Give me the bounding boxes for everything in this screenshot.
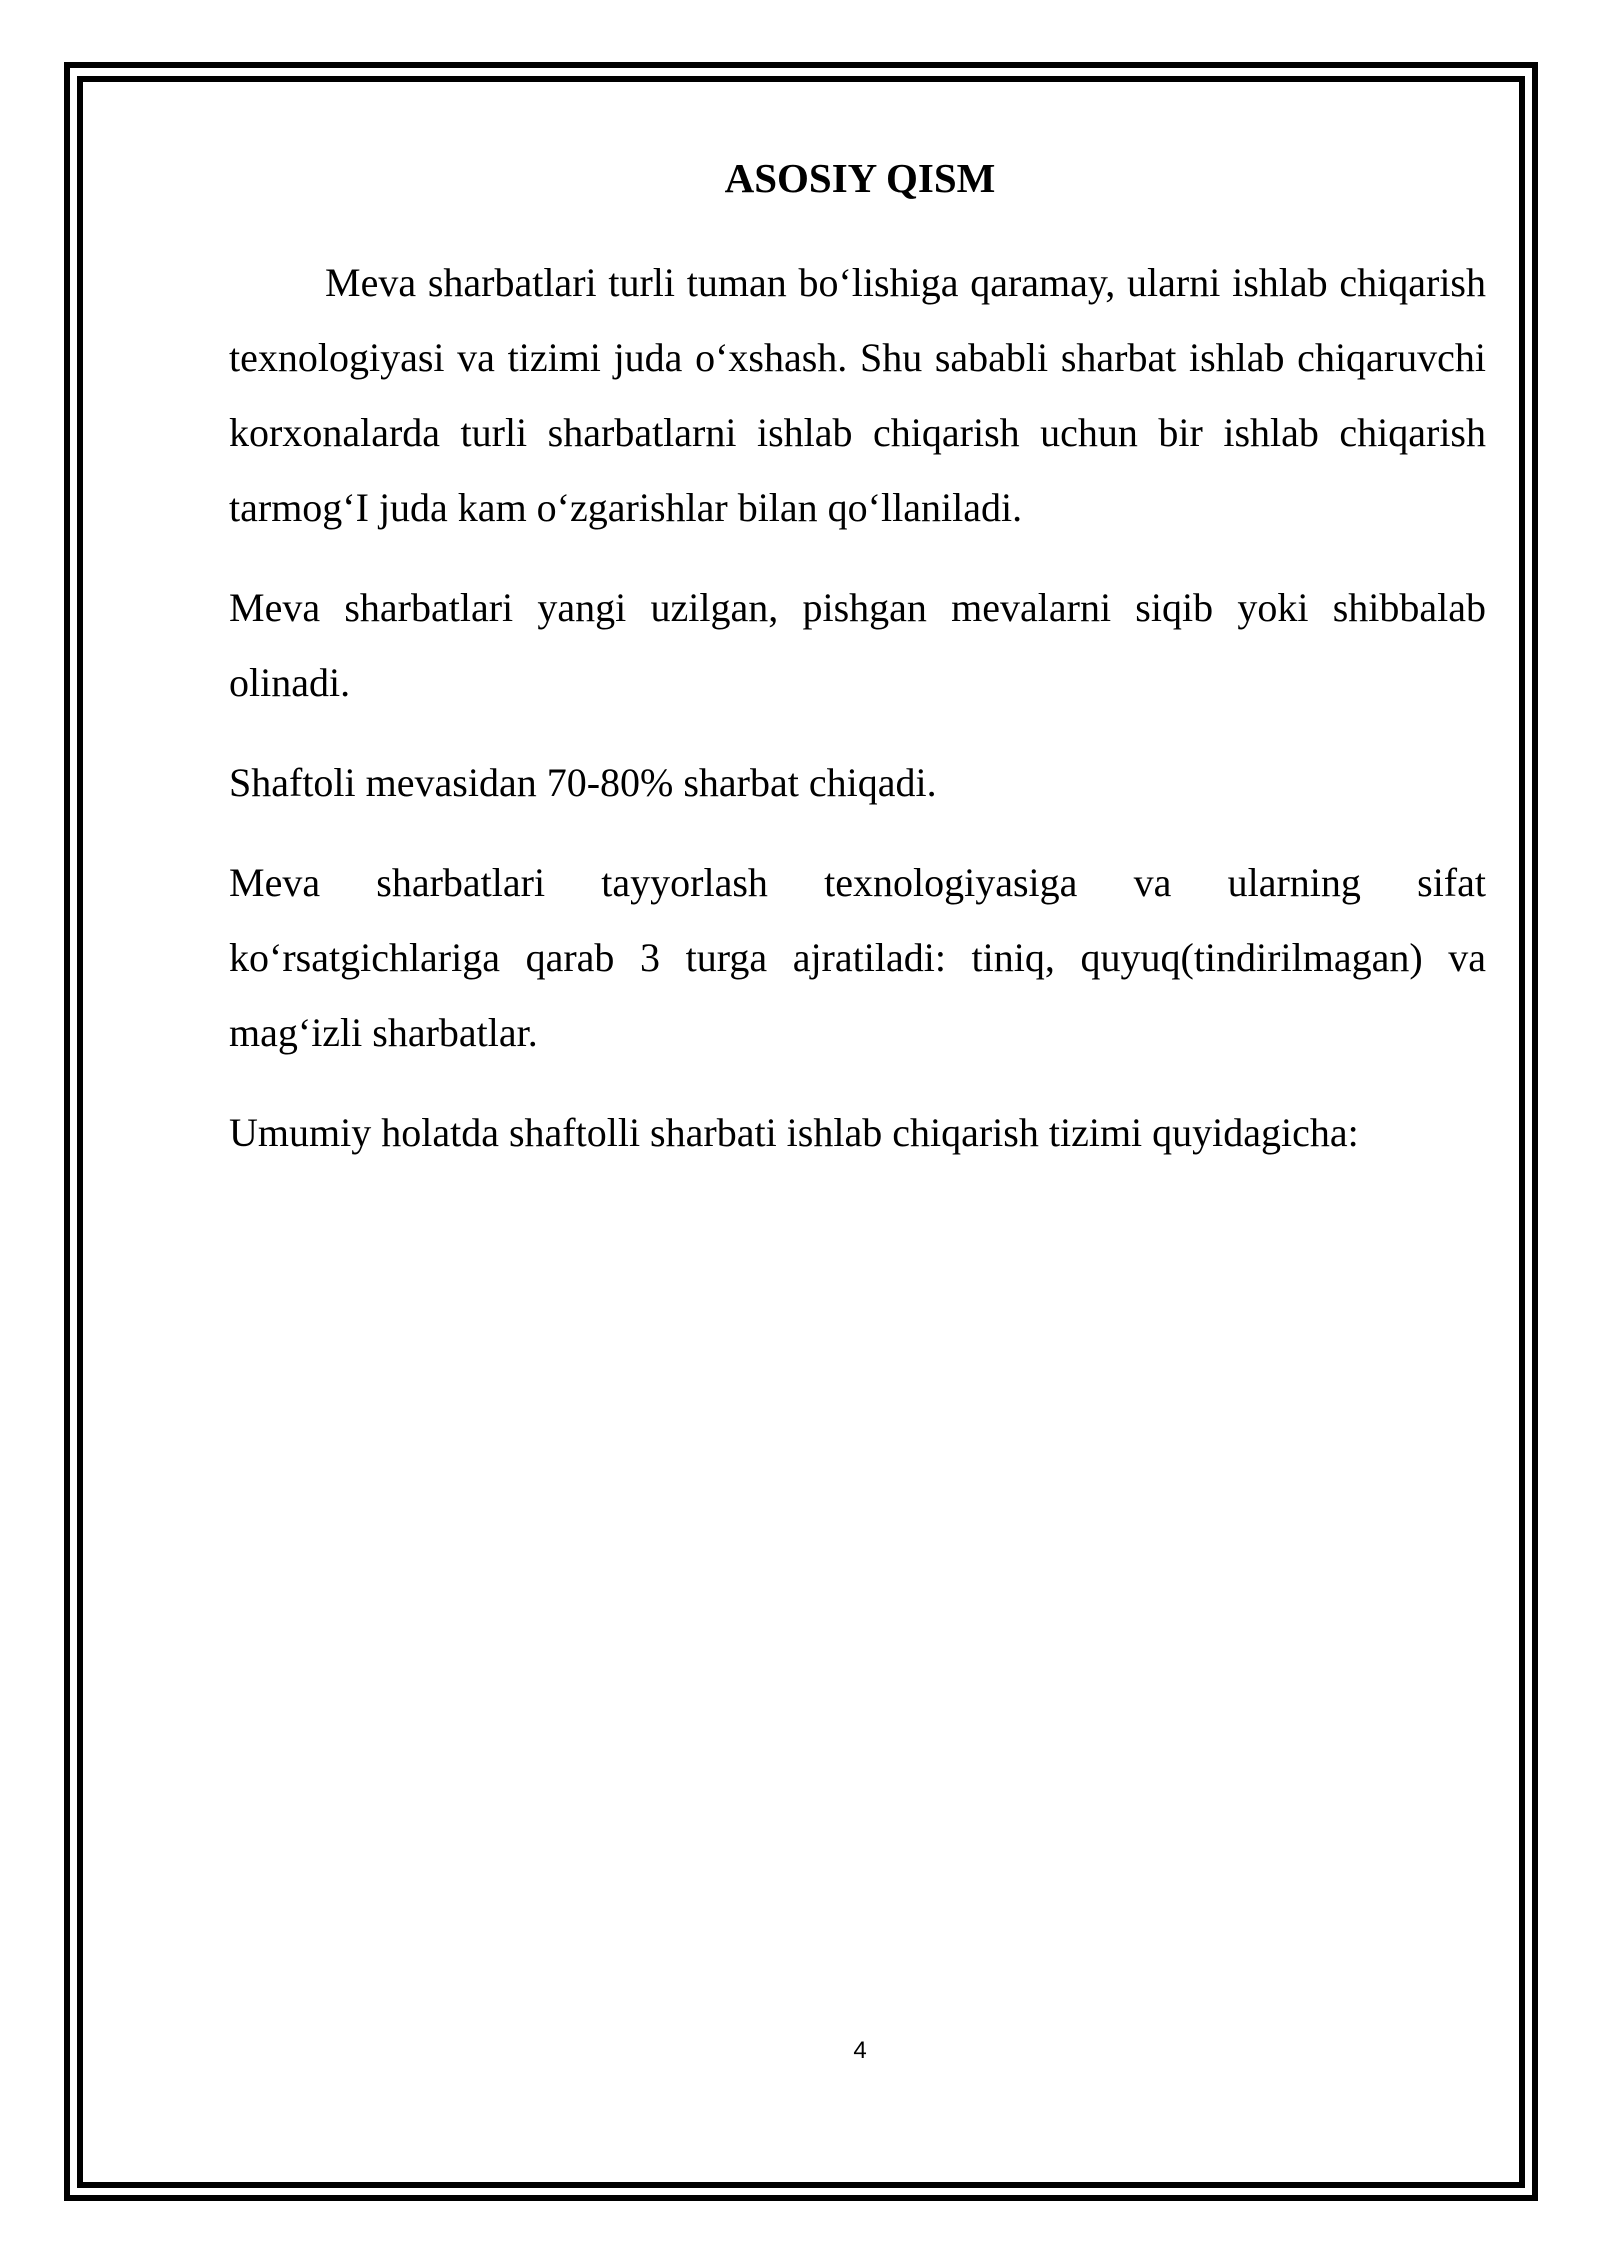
page-title: ASOSIY QISM bbox=[724, 155, 996, 201]
paragraph-process: Umumiy holatda shaftolli sharbati ishlab chiqarish tizimi quyidagicha: bbox=[229, 1110, 1359, 1155]
body-text bbox=[229, 245, 1486, 1195]
paragraph-intro: Meva sharbatlari turli tuman bo‘lishiga qaramay, ularni ishlab chiqarish texnologiyasi va tizimi juda o‘xshash. Shu sababli sharbat ishlab chiqaruvchi korxonalarda turli sharbatlarni ishlab chiqarish uchun bir ishlab chiqarish tarmog‘I juda kam o‘zgarishlar bilan qo‘llaniladi. bbox=[229, 260, 1486, 530]
page-number: 4 bbox=[853, 2037, 867, 2064]
paragraph-yield: Shaftoli mevasidan 70-80% sharbat chiqadi. bbox=[229, 760, 937, 805]
paragraph-extraction: Meva sharbatlari yangi uzilgan, pishgan mevalarni siqib yoki shibbalab olinadi. bbox=[229, 585, 1486, 705]
paragraph-types: Meva sharbatlari tayyorlash texnologiyasiga va ularning sifat ko‘rsatgichlariga qarab 3 turga ajratiladi: tiniq, quyuq(tindirilmagan) va mag‘izli sharbatlar. bbox=[229, 860, 1486, 1055]
